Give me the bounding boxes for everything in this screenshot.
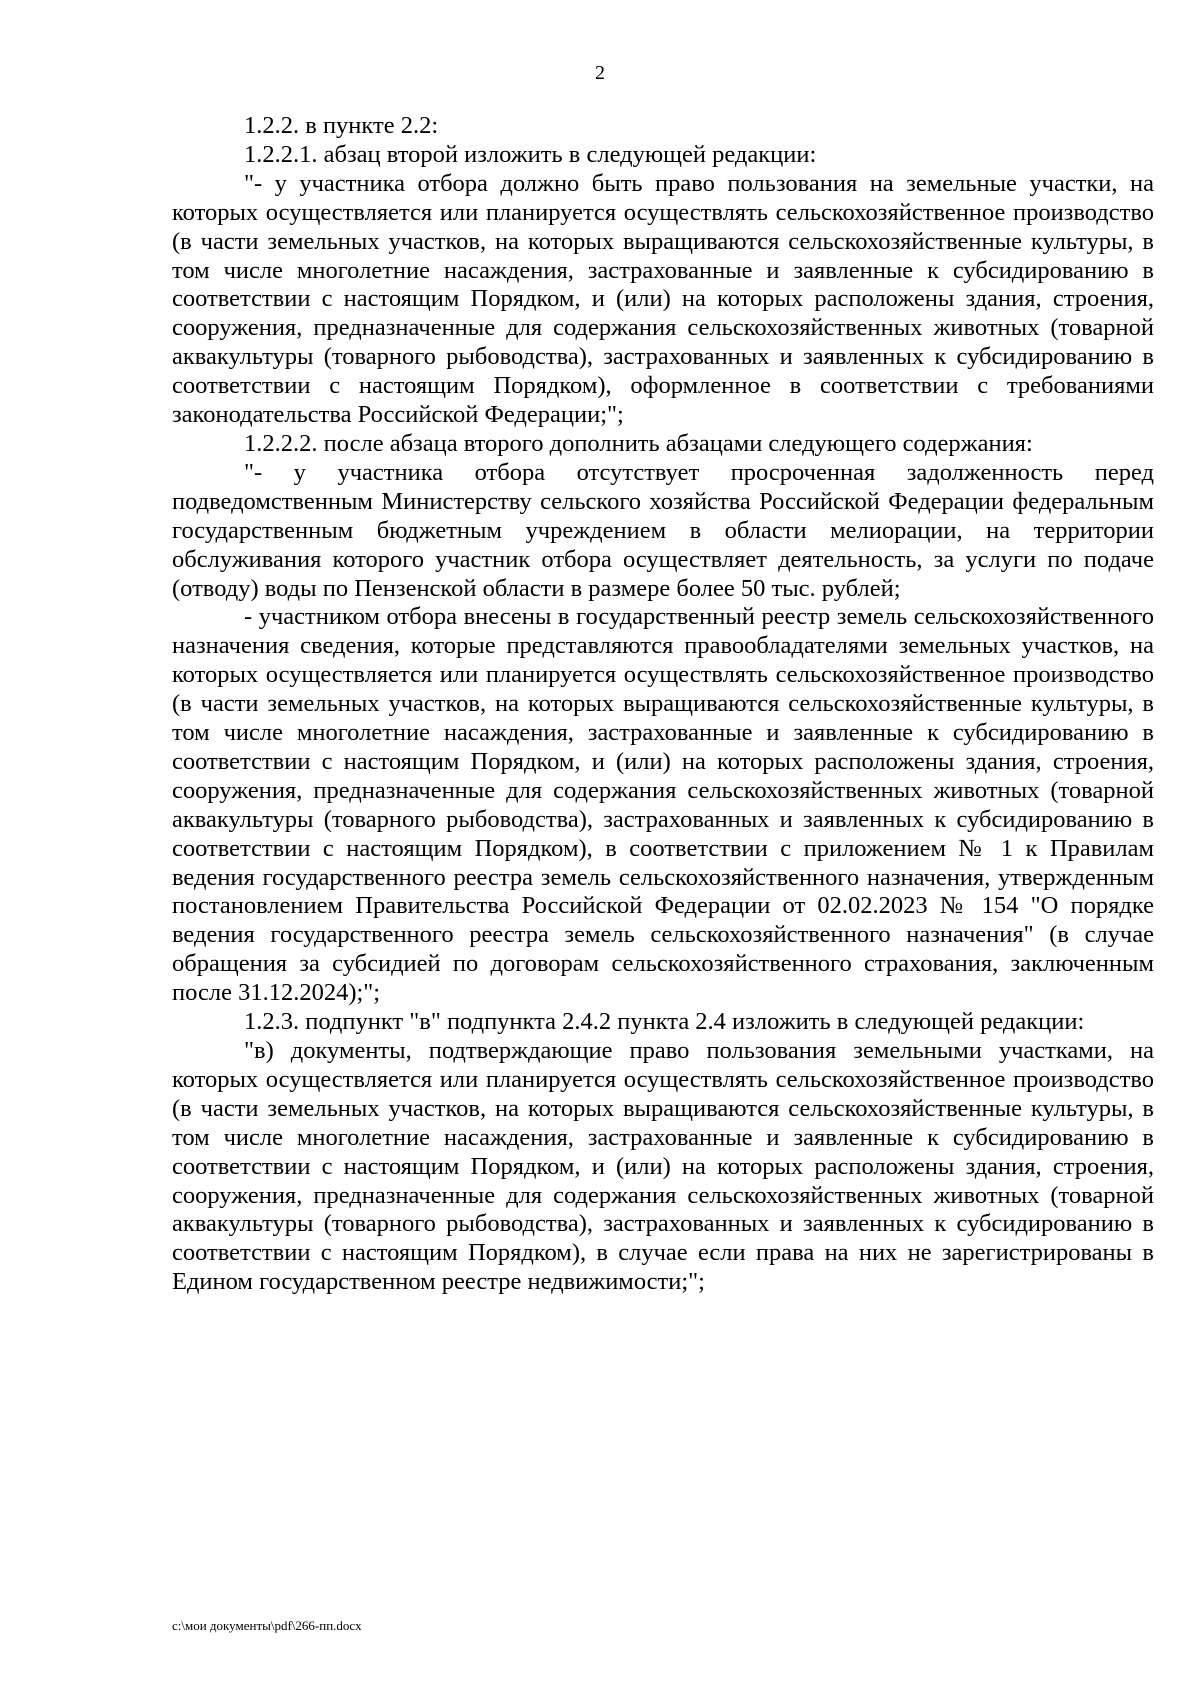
paragraph: 1.2.3. подпункт "в" подпункта 2.4.2 пункта 2.4 изложить в следующей редакции: [244,1008,1085,1036]
paragraph: 1.2.2. в пункте 2.2: [244,112,439,139]
footer-file-path: c:\мои документы\pdf\266-пп.docx [172,1618,362,1633]
paragraph: "- у участника отбора отсутствует просроченная задолженность перед подведомственным Министерству сельского хозяйства Российской Федерации федеральным государственным бюджетным учреждением в области мелиорации, на территории обслуживания которого участник отбора осуществляет деятельность, за услуги по подаче (отводу) воды по Пензенской области в размере более 50 тыс. рублей; [172,458,1154,602]
paragraph: "- у участника отбора должно быть право пользования на земельные участки, на которых осуществляется или планируется осуществлять сельскохозяйственное производство (в части земельных участков, на которых выращиваются сельскохозяйственные культуры, в том числе многолетние насаждения, застрахованные и заявленные к субсидированию в соответствии с настоящим Порядком, и (или) на которых расположены здания, строения, сооружения, предназначенные для содержания сельскохозяйственных животных (товарной аквакультуры (товарного рыбоводства), застрахованных и заявленных к субсидированию в соответствии с настоящим Порядком), оформленное в соответствии с требованиями законодательства Российской Федерации;"; [172,169,1154,429]
paragraph: 1.2.2.1. абзац второй изложить в следующей редакции: [244,140,817,168]
document-body [172,112,1154,1297]
paragraph: - участником отбора внесены в государственный реестр земель сельскохозяйственного назначения сведения, которые представляются правообладателями земельных участков, на которых осуществляется или планируется осуществлять сельскохозяйственное производство (в части земельных участков, на которых выращиваются сельскохозяйственные культуры, в том числе многолетние насаждения, застрахованные и заявленные к субсидированию в соответствии с настоящим Порядком, и (или) на которых расположены здания, строения, сооружения, предназначенные для содержания сельскохозяйственных животных (товарной аквакультуры (товарного рыбоводства), застрахованных и заявленных к субсидированию в соответствии с настоящим Порядком), в соответствии с приложением № 1 к Правилам ведения государственного реестра земель сельскохозяйственного назначения, утвержденным постановлением Правительства Российской Федерации от 02.02.2023 № 154 "О порядке ведения государственного реестра земель сельскохозяйственного назначения" (в случае обращения за субсидией по договорам сельскохозяйственного страхования, заключенным после 31.12.2024);"; [172,603,1154,1007]
paragraph: "в) документы, подтверждающие право пользования земельными участками, на которых осуществляется или планируется осуществлять сельскохозяйственное производство (в части земельных участков, на которых выращиваются сельскохозяйственные культуры, в том числе многолетние насаждения, застрахованные и заявленные к субсидированию в соответствии с настоящим Порядком, и (или) на которых расположены здания, строения, сооружения, предназначенные для содержания сельскохозяйственных животных (товарной аквакультуры (товарного рыбоводства), застрахованных и заявленных к субсидированию в соответствии с настоящим Порядком), в случае если права на них не зарегистрированы в Едином государственном реестре недвижимости;"; [172,1037,1154,1296]
page-number: 2 [595,62,605,84]
paragraph: 1.2.2.2. после абзаца второго дополнить абзацами следующего содержания: [244,429,1033,457]
